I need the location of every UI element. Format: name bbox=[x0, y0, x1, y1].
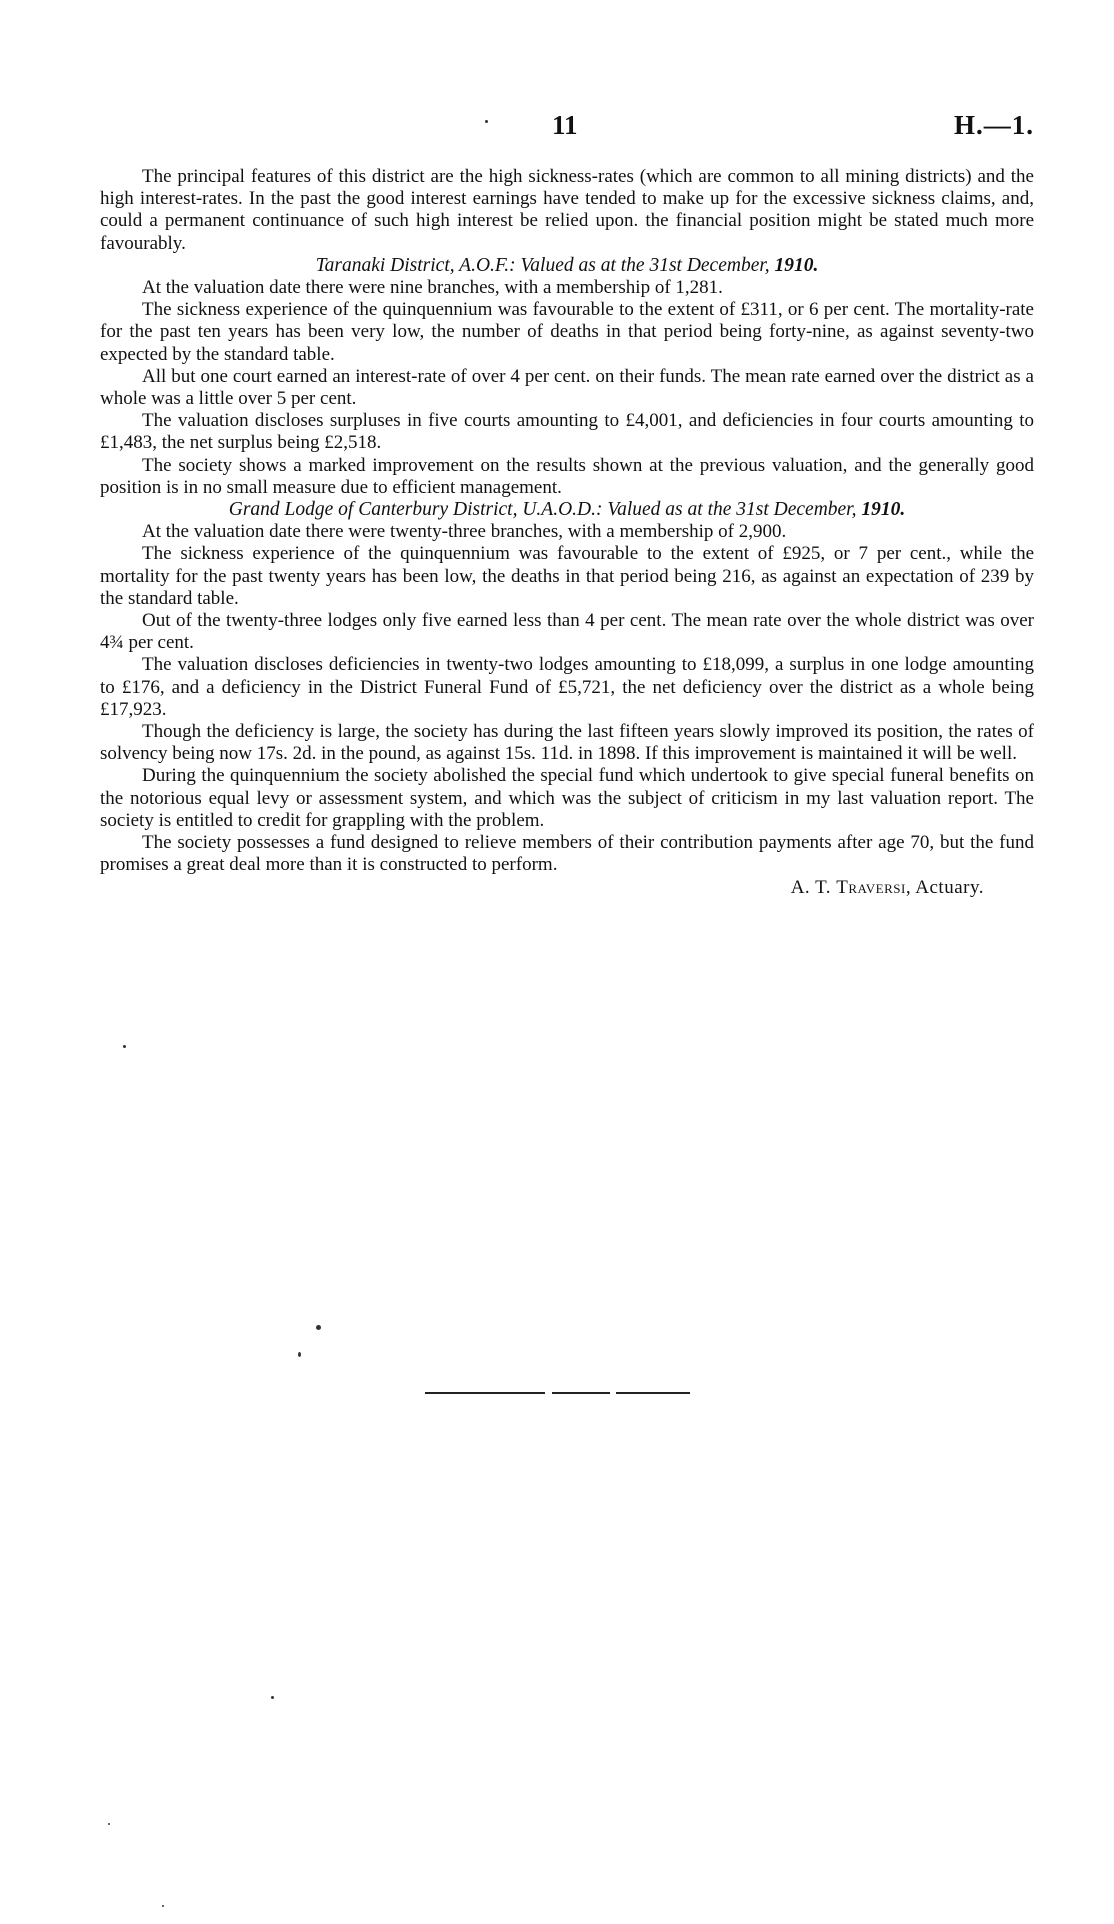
paragraph: The sickness experience of the quinquennium was favourable to the extent of £925, or 7 per cent., while the mortality for the past twenty years has been low, the deaths in that period being 216, as against an expectation of 239 by the standard table. bbox=[100, 543, 1034, 609]
page-header bbox=[0, 110, 1114, 144]
heading-year: 1910. bbox=[861, 499, 906, 521]
scan-speck bbox=[298, 1352, 301, 1357]
paragraph: The society shows a marked improvement on the results shown at the previous valuation, and the generally good position is in no small measure due to efficient management. bbox=[100, 454, 1034, 498]
document-body bbox=[100, 166, 1034, 899]
paragraph: The society possesses a fund designed to relieve members of their contribution payments after age 70, but the fund promises a great deal more than it is constructed to perform. bbox=[100, 832, 1034, 876]
paragraph: At the valuation date there were twenty-three branches, with a membership of 2,900. bbox=[142, 521, 787, 543]
paragraph: During the quinquennium the society abolished the special fund which undertook to give special funeral benefits on the notorious equal levy or assessment system, and which was the subject of criticism in my last valuation report. The society is entitled to credit for grappling with the problem. bbox=[100, 765, 1034, 831]
scan-speck bbox=[316, 1325, 321, 1330]
page-number: 11 bbox=[552, 110, 578, 140]
scan-speck bbox=[485, 120, 488, 123]
scan-speck bbox=[108, 1823, 110, 1825]
scan-speck bbox=[271, 1696, 274, 1699]
heading-year: 1910. bbox=[774, 254, 819, 276]
paragraph: The valuation discloses surpluses in five courts amounting to £4,001, and deficiencies in four courts amounting to £1,483, the net surplus being £2,518. bbox=[100, 410, 1034, 454]
heading-text: Taranaki District, A.O.F.: Valued as at the 31st December, bbox=[315, 254, 775, 276]
signature-initials: A. T. bbox=[790, 876, 837, 898]
series-label: H.—1. bbox=[953, 110, 1034, 140]
section-heading-canterbury bbox=[100, 499, 1034, 521]
paragraph: Out of the twenty-three lodges only five earned less than 4 per cent. The mean rate over the whole district was over 4¾ per cent. bbox=[100, 610, 1034, 654]
signature-title: , Actuary. bbox=[905, 876, 984, 898]
scan-speck bbox=[162, 1905, 164, 1907]
paragraph: The sickness experience of the quinquennium was favourable to the extent of £311, or 6 per cent. The mortality-rate for the past ten years has been very low, the number of deaths in that period being forty-nine, as against seventy-two expected by the standard table. bbox=[100, 299, 1034, 365]
closing-rule-middle bbox=[552, 1392, 610, 1394]
paragraph: Though the deficiency is large, the society has during the last fifteen years slowly improved its position, the rates of solvency being now 17s. 2d. in the pound, as against 15s. 11d. in 1898. If this improvement is maintained it will be well. bbox=[100, 721, 1034, 765]
closing-rule-right bbox=[616, 1392, 690, 1394]
closing-rule-left bbox=[425, 1392, 545, 1394]
paragraph: At the valuation date there were nine branches, with a membership of 1,281. bbox=[142, 277, 723, 299]
signature bbox=[100, 877, 1034, 899]
paragraph: The valuation discloses deficiencies in twenty-two lodges amounting to £18,099, a surplus in one lodge amounting to £176, and a deficiency in the District Funeral Fund of £5,721, the net deficiency over the district as a whole being £17,923. bbox=[100, 654, 1034, 720]
paragraph: All but one court earned an interest-rate of over 4 per cent. on their funds. The mean rate earned over the district as a whole was a little over 5 per cent. bbox=[100, 365, 1034, 410]
scan-speck bbox=[123, 1045, 126, 1048]
heading-text: Grand Lodge of Canterbury District, U.A.O.D.: Valued as at the 31st December, bbox=[228, 499, 862, 521]
intro-paragraph: The principal features of this district are the high sickness-rates (which are common to all mining districts) and the high interest-rates. In the past the good interest earnings have tended to make up for the excessive sickness claims, and, could a permanent continuance of such high interest be relied upon. the financial position might be stated much more favourably. bbox=[100, 166, 1034, 254]
section-heading-taranaki bbox=[100, 255, 1034, 277]
signature-name: Traversi bbox=[836, 876, 906, 898]
